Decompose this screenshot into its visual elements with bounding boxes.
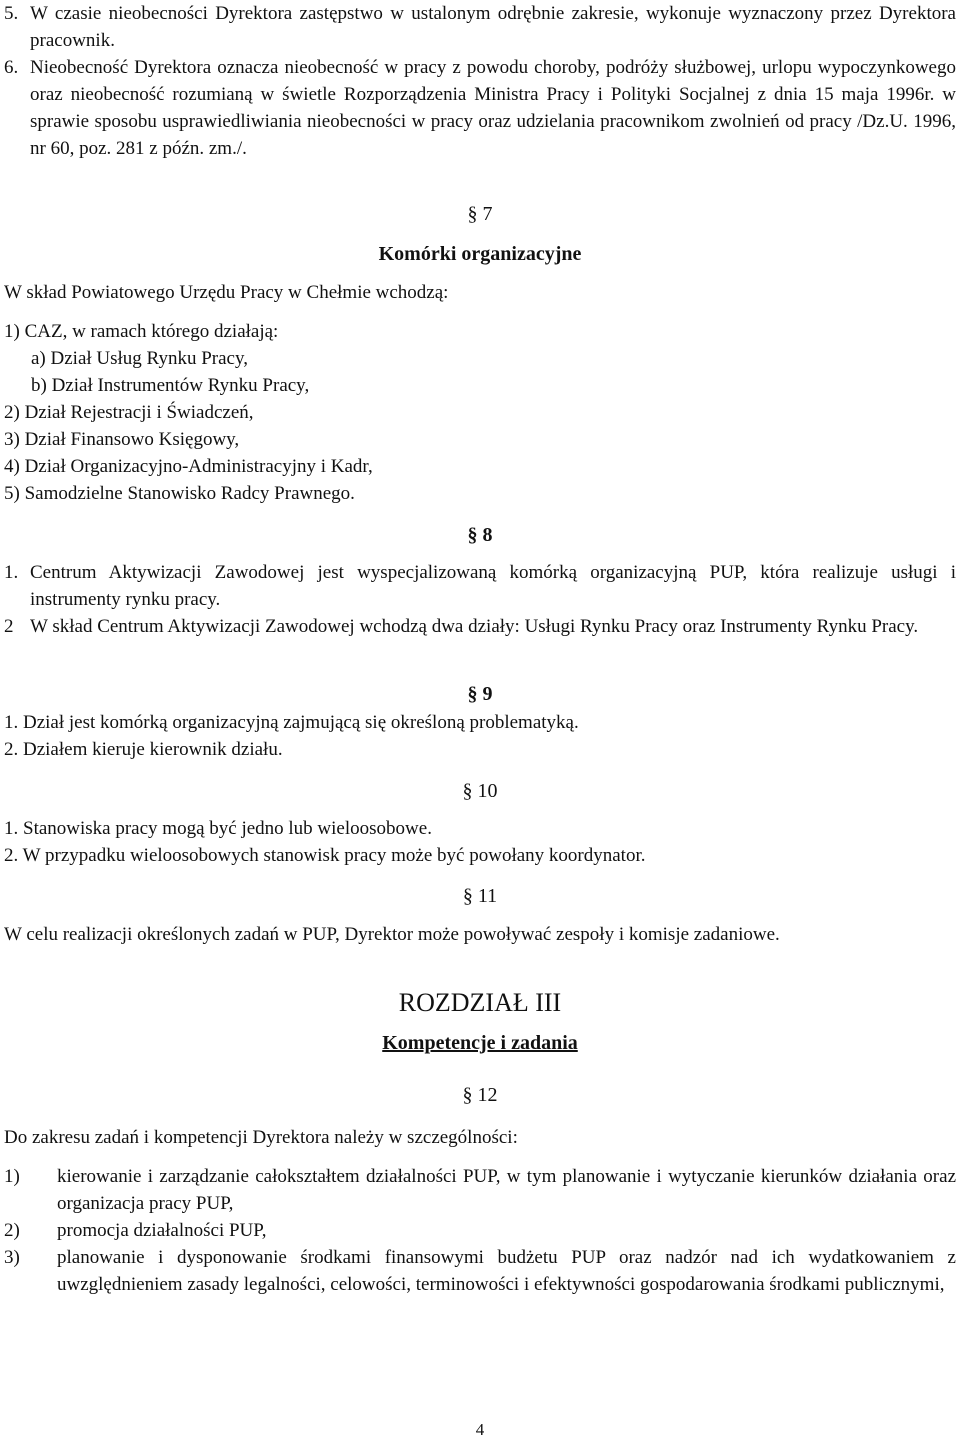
list-item: 2. Działem kieruje kierownik działu. xyxy=(4,739,283,760)
item-text: Nieobecność Dyrektora oznacza nieobecność w pracy z powodu choroby, podróży służbowej, urlopu wypoczynkowego oraz nieobecność rozumianą w świetle Rozporządzenia Ministra Pracy i Polityki Socjalnej z dnia 15 maja 1996r. w sprawie sposobu usprawiedliwiania nieobecności w pracy oraz udzielania pracownikom zwolnień od pracy /Dz.U. 1996, nr 60, poz. 281 z późn. zm./. xyxy=(30,57,956,159)
chapter-subtitle: Kompetencje i zadania xyxy=(382,1032,578,1054)
list-item: 1. Dział jest komórką organizacyjną zajmującą się określoną problematyką. xyxy=(4,712,579,733)
item-number: 3) xyxy=(4,1247,20,1268)
list-item: 2. W przypadku wieloosobowych stanowisk pracy może być powołany koordynator. xyxy=(4,845,646,866)
item-text: promocja działalności PUP, xyxy=(57,1220,267,1241)
list-item: a) Dział Usług Rynku Pracy, xyxy=(31,348,248,369)
item-text: kierowanie i zarządzanie całokształtem działalności PUP, w tym planowanie i wytyczanie kierunków działania oraz organizacja pracy PUP, xyxy=(57,1166,956,1214)
s8-list xyxy=(4,559,956,640)
units-list xyxy=(4,318,956,507)
list-item: 3) Dział Finansowo Księgowy, xyxy=(4,429,240,450)
item-number: 6. xyxy=(4,57,19,78)
list-item xyxy=(4,559,956,613)
chapter-title: ROZDZIAŁ III xyxy=(398,988,562,1017)
section-heading-7: § 7 xyxy=(467,203,493,225)
item-number: 2 xyxy=(4,616,14,637)
s10-list xyxy=(4,815,956,869)
list-item: 1. Stanowiska pracy mogą być jedno lub wieloosobowe. xyxy=(4,818,432,839)
s12-list xyxy=(4,1163,956,1298)
list-item-6 xyxy=(4,54,956,162)
list-item: 2) Dział Rejestracji i Świadczeń, xyxy=(4,402,254,423)
top-list xyxy=(4,0,956,162)
list-item xyxy=(4,613,956,640)
s9-list xyxy=(4,709,956,763)
page-number: 4 xyxy=(475,1420,485,1439)
section-heading-8: § 8 xyxy=(467,524,493,546)
section-intro: W skład Powiatowego Urzędu Pracy w Chełmie wchodzą: xyxy=(4,282,449,303)
list-item-5 xyxy=(4,0,956,54)
list-item xyxy=(4,1163,956,1217)
section-heading-10: § 10 xyxy=(462,780,498,802)
section-heading-12: § 12 xyxy=(462,1084,498,1106)
item-number: 1) xyxy=(4,1166,20,1187)
s11-text: W celu realizacji określonych zadań w PUP, Dyrektor może powoływać zespoły i komisje zadaniowe. xyxy=(4,924,780,945)
section-heading-11: § 11 xyxy=(462,885,498,907)
item-number: 2) xyxy=(4,1220,20,1241)
s12-intro: Do zakresu zadań i kompetencji Dyrektora należy w szczególności: xyxy=(4,1127,518,1148)
item-text: planowanie i dysponowanie środkami finansowymi budżetu PUP oraz nadzór nad ich wydatkowaniem z uwzględnieniem zasady legalności, celowości, terminowości i efektywności gospodarowania środkami publicznymi, xyxy=(57,1247,956,1295)
item-number: 1. xyxy=(4,562,19,583)
item-text: Centrum Aktywizacji Zawodowej jest wyspecjalizowaną komórką organizacyjną PUP, która realizuje usługi i instrumenty rynku pracy. xyxy=(30,562,956,610)
list-item xyxy=(4,1217,956,1244)
item-text: W czasie nieobecności Dyrektora zastępstwo w ustalonym odrębnie zakresie, wykonuje wyznaczony przez Dyrektora pracownik. xyxy=(30,3,956,51)
list-item: 5) Samodzielne Stanowisko Radcy Prawnego. xyxy=(4,483,355,504)
list-item xyxy=(4,1244,956,1298)
item-text: W skład Centrum Aktywizacji Zawodowej wchodzą dwa działy: Usługi Rynku Pracy oraz Instrumenty Rynku Pracy. xyxy=(30,616,919,637)
item-number: 5. xyxy=(4,3,19,24)
section-heading-9: § 9 xyxy=(467,683,493,705)
section-title: Komórki organizacyjne xyxy=(378,243,582,265)
list-item: b) Dział Instrumentów Rynku Pracy, xyxy=(31,375,310,396)
list-item: 4) Dział Organizacyjno-Administracyjny i Kadr, xyxy=(4,456,373,477)
list-item: 1) CAZ, w ramach którego działają: xyxy=(4,321,279,342)
